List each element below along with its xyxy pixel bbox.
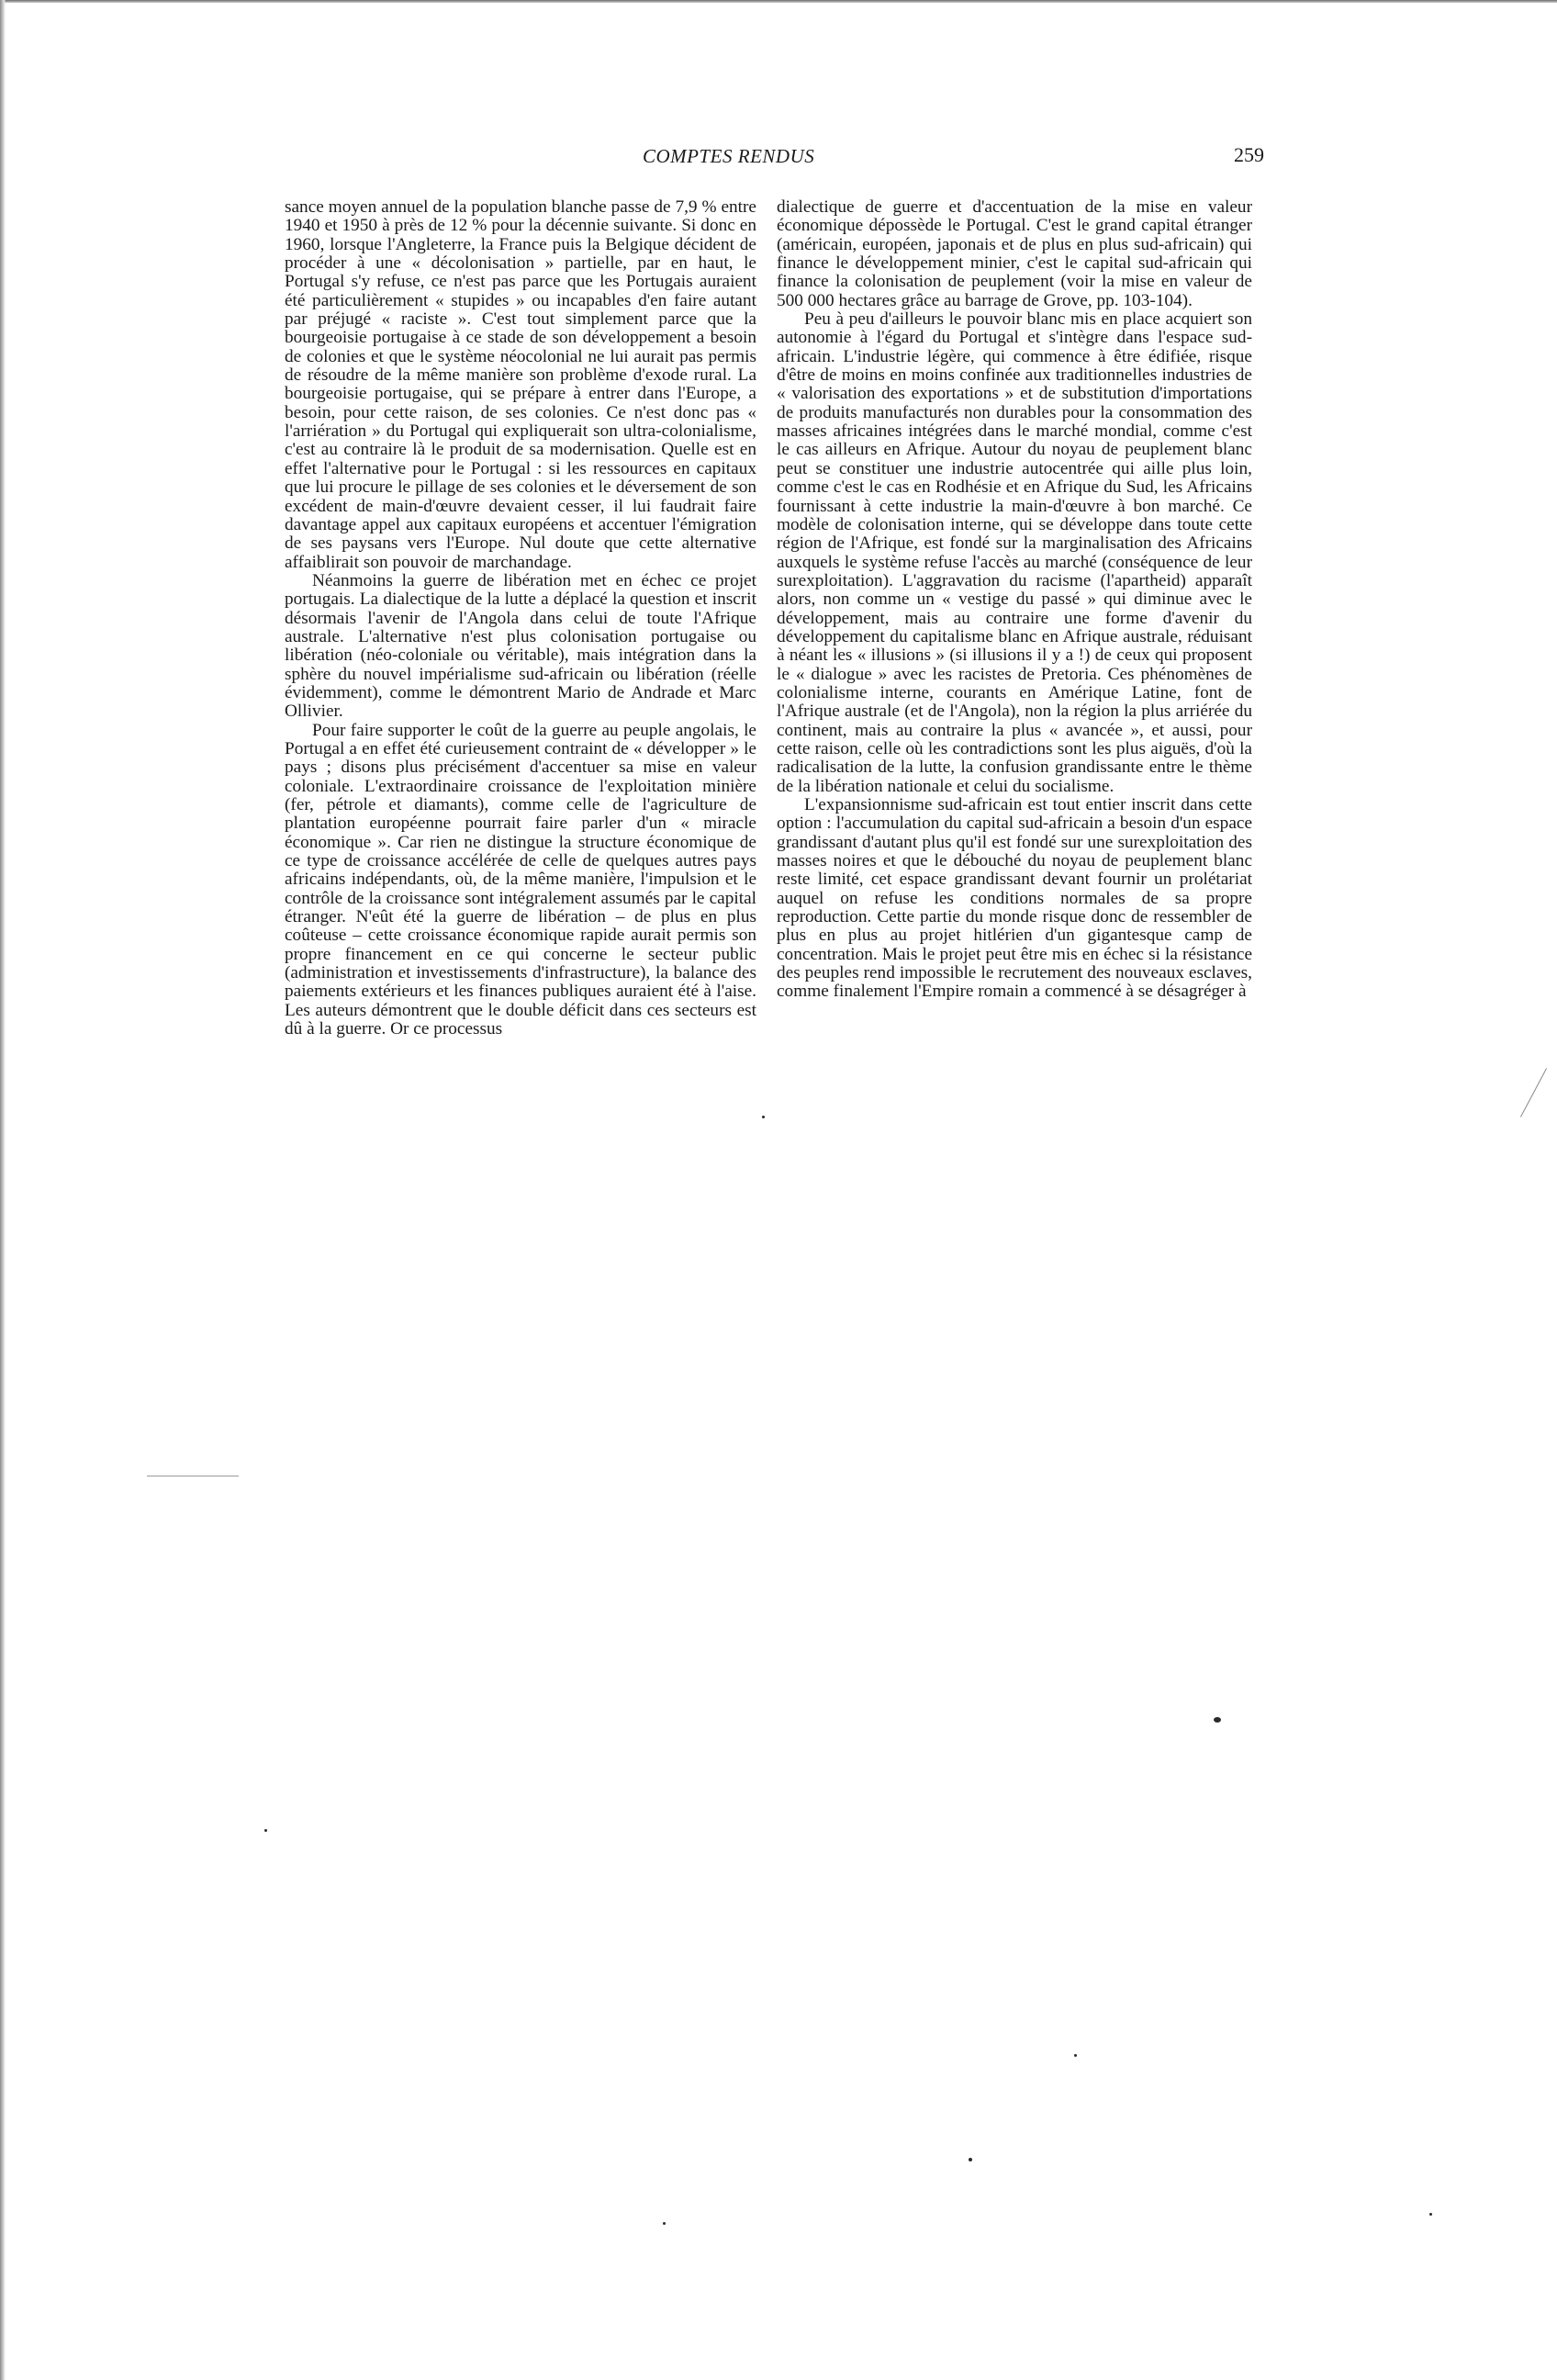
scan-speck bbox=[762, 1116, 765, 1118]
left-paragraph-2: Néanmoins la guerre de libération met en échec ce projet portugais. La dialectique de la lutte a déplacé la question et inscrit désormais l'avenir de l'Angola dans celui de toute l'Afrique australe. L'alternative n'est plus colonisation portugaise ou libération (néo-coloniale ou véritable), mais intégration dans la sphère du nouvel impérialisme sud-africain ou libération (réelle évidemment), comme le démontrent Mario de Andrade et Marc Ollivier. bbox=[285, 570, 756, 722]
right-paragraph-3: L'expansionnisme sud-africain est tout entier inscrit dans cette option : l'accumulation du capital sud-africain a besoin d'un espace grandissant d'autant plus qu'il est fondé sur une surexploitation des masses noires et que le débouché du noyau de peuplement blanc reste limité, cet espace grandissant devant fournir un prolétariat auquel on refuse les conditions normales de sa propre reproduction. Cette partie du monde risque donc de ressembler de plus en plus au projet hitlérien d'un gigantesque camp de concentration. Mais le projet peut être mis en échec si la résistance des peuples rend impossible le recrutement des nouveaux esclaves, comme finalement l'Empire romain a commencé à se désagréger à bbox=[777, 795, 1252, 1002]
left-paragraph-1: sance moyen annuel de la population blanche passe de 7,9 % entre 1940 et 1950 à près de 12 % pour la décennie suivante. Si donc en 1960, lorsque l'Angleterre, la France puis la Belgique décident de procéder à une « décolonisation » partielle, par en haut, le Portugal s'y refuse, ce n'est pas parce que les Portugais auraient été particulièrement « stupides » ou incapables d'en faire autant par préjugé « raciste ». C'est tout simplement parce que la bourgeoisie portugaise à ce stade de son développement a besoin de colonies et que le système néocolonial ne lui aurait pas permis de résoudre de la même manière son problème d'exode rural. La bourgeoisie portugaise, qui se prépare à entrer dans l'Europe, a besoin, pour cette raison, de ses colonies. Ce n'est donc pas « l'arriération » du Portugal qui expliquerait son ultra-colonialisme, c'est au contraire là le produit de sa modernisation. Quelle est en effet l'alternative pour le Portugal : si les ressources en capitaux que lui procure le pillage de ses colonies et le déversement de son excédent de main-d'œuvre devaient cesser, il lui faudrait faire davantage appel aux capitaux européens et accentuer l'émigration de ses paysans vers l'Europe. Nul doute que cette alternative affaiblirait son pouvoir de marchandage. bbox=[285, 197, 756, 572]
running-title: COMPTES RENDUS bbox=[643, 145, 815, 167]
scan-top-edge bbox=[0, 0, 1557, 3]
left-paragraph-3: Pour faire supporter le coût de la guerre au peuple angolais, le Portugal a en effet été curieusement contraint de « développer » le pays ; disons plus précisément d'accentuer sa mise en valeur coloniale. L'extraordinaire croissance de l'exploitation minière (fer, pétrole et diamants), comme celle de l'agriculture de plantation européenne pourrait faire parler d'un « miracle économique ». Car rien ne distingue la structure économique de ce type de croissance accélérée de celle de quelques autres pays africains indépendants, où, de la même manière, l'impulsion et le contrôle de la croissance sont intégralement assumés par le capital étranger. N'eût été la guerre de libération – de plus en plus coûteuse – cette croissance économique rapide aurait permis son propre financement en ce qui concerne le secteur public (administration et investissements d'infrastructure), la balance des paiements extérieurs et les finances publiques auraient été à l'aise. Les auteurs démontrent que le double déficit dans ces secteurs est dû à la guerre. Or ce processus bbox=[285, 720, 756, 1039]
scan-speck bbox=[969, 2158, 972, 2161]
page-header bbox=[0, 145, 1557, 173]
page-number: 259 bbox=[1234, 143, 1264, 166]
scan-speck bbox=[264, 1829, 267, 1832]
scan-speck bbox=[1429, 2213, 1432, 2216]
scan-speck bbox=[1074, 2054, 1077, 2057]
scan-binding-edge bbox=[0, 0, 6, 2380]
right-paragraph-2: Peu à peu d'ailleurs le pouvoir blanc mis en place acquiert son autonomie à l'égard du Portugal et s'intègre dans l'espace sud-africain. L'industrie légère, qui commence à être édifiée, risque d'être de moins en moins confinée aux traditionnelles industries de « valorisation des exportations » et de substitution d'importations de produits manufacturés non durables pour la consommation des masses africaines intégrées dans le marché mondial, comme c'est le cas ailleurs en Afrique. Autour du noyau de peuplement blanc peut se constituer une industrie autocentrée qui aille plus loin, comme c'est le cas en Rodhésie et en Afrique du Sud, les Africains fournissant à cette industrie la main-d'œuvre à bon marché. Ce modèle de colonisation interne, qui se développe dans toute cette région de l'Afrique, est fondé sur la marginalisation des Africains auxquels le système refuse l'accès au marché (conséquence de leur surexploitation). L'aggravation du racisme (l'apartheid) apparaît alors, non comme un « vestige du passé » qui diminue avec le développement, mais au contraire une forme d'avenir du développement du capitalisme blanc en Afrique australe, réduisant à néant les « illusions » (si illusions il y a !) de ceux qui proposent le « dialogue » avec les racistes de Pretoria. Ces phénomènes de colonialisme interne, courants en Amérique Latine, font de l'Afrique australe (et de l'Angola), non la région la plus arriérée du continent, mais au contraire la plus « avancée », et aussi, pour cette raison, celle où les contradictions sont les plus aiguës, d'où la radicalisation de la lutte, la confusion grandissante entre le thème de la libération nationale et celui du socialisme. bbox=[777, 309, 1252, 796]
left-column bbox=[285, 198, 756, 1038]
scan-speck bbox=[663, 2222, 666, 2225]
right-paragraph-1: dialectique de guerre et d'accentuation de la mise en valeur économique dépossède le Portugal. C'est le grand capital étranger (américain, européen, japonais et de plus en plus sud-africain) qui finance le développement minier, c'est le capital sud-africain qui finance la colonisation de peuplement (voir la mise en valeur de 500 000 hectares grâce au barrage de Grove, pp. 103-104). bbox=[777, 197, 1252, 310]
right-column bbox=[777, 198, 1252, 1002]
scan-speck bbox=[1214, 1717, 1221, 1723]
scan-scratch-mark bbox=[1520, 1068, 1547, 1117]
